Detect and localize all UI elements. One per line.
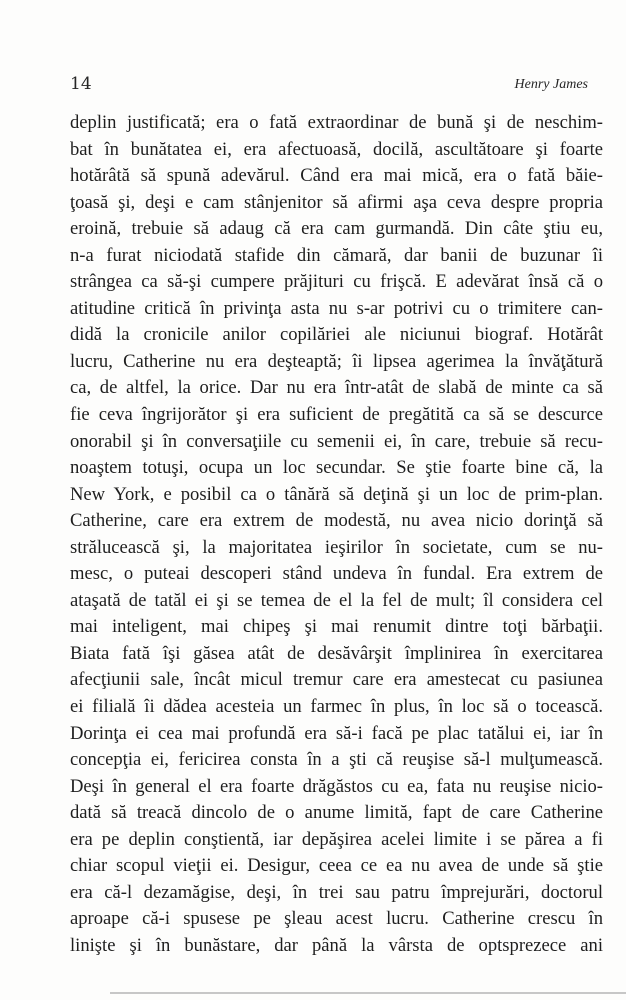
text-line: linişte şi în bunăstare, dar până la vârsta de optsprezece ani (70, 934, 603, 956)
text-line: atitudine critică în privinţa asta nu s-ar potrivi cu o trimitere can- (70, 297, 603, 319)
text-line: ei filială îi dădea acesteia un farmec în plus, în loc să o tocească. (70, 696, 603, 718)
text-line: bat în bunătatea ei, era afectuoasă, docilă, ascultătoare şi foarte (70, 138, 603, 160)
text-line: strălucească şi, la majoritatea ieşirilor în societate, cum se nu- (70, 536, 603, 558)
page-bottom-edge (110, 992, 626, 994)
text-line: eroină, trebuie să adaug că era cam gurmandă. Din câte ştiu eu, (70, 218, 603, 240)
text-line: onorabil şi în conversaţiile cu semenii ei, în care, trebuie să recu- (70, 430, 603, 452)
text-line: New York, e posibil ca o tânără să deţină şi un loc de prim-plan. (70, 483, 603, 505)
text-line: ataşată de tatăl ei şi se temea de el la fel de mult; îl considera cel (70, 589, 603, 611)
text-line: afecţiunii sale, încât micul tremur care era amestecat cu pasiunea (70, 669, 603, 691)
text-line: Biata fată îşi găsea atât de desăvârşit împlinirea în exercitarea (70, 642, 603, 664)
text-line: era pe deplin conştientă, iar depăşirea acelei limite i se părea a fi (70, 828, 603, 850)
text-line: chiar scopul vieţii ei. Desigur, ceea ce ea nu avea de unde să ştie (70, 855, 603, 877)
page-number: 14 (70, 74, 92, 94)
text-line: fie ceva îngrijorător şi era suficient de pregătită ca să se descurce (70, 404, 603, 426)
text-line: hotărâtă să spună adevărul. Când era mai mică, era o fată băie- (70, 165, 603, 187)
text-line: strângea ca să-şi cumpere prăjituri cu frişcă. E adevărat însă că o (70, 271, 603, 293)
text-line: era că-l dezamăgise, deşi, în trei sau patru împrejurări, doctorul (70, 881, 603, 903)
text-line: Deşi în general el era foarte drăgăstos cu ea, fata nu reuşise nicio- (70, 775, 603, 797)
body-text (70, 110, 603, 960)
text-line: mai inteligent, mai chipeş şi mai renumit dintre toţi bărbaţii. (70, 616, 603, 638)
text-line: concepţia ei, fericirea consta în a şti că reuşise să-l mulţumească. (70, 749, 603, 771)
text-line: Dorinţa ei cea mai profundă era să-i facă pe plac tatălui ei, iar în (70, 722, 603, 744)
text-line: noaştem totuşi, ocupa un loc secundar. Se ştie foarte bine că, la (70, 457, 603, 479)
text-line: dată să treacă dincolo de o anume limită, fapt de care Catherine (70, 802, 603, 824)
text-line: ţoasă şi, deşi e cam stânjenitor să afirmi aşa ceva despre propria (70, 191, 603, 213)
text-line: Catherine, care era extrem de modestă, nu avea nicio dorinţă să (70, 510, 603, 532)
text-line: mesc, o puteai descoperi stând undeva în fundal. Era extrem de (70, 563, 603, 585)
text-line: aproape că-i spusese pe şleau acest lucru. Catherine crescu în (70, 908, 603, 930)
text-line: n-a furat niciodată stafide din cămară, dar banii de buzunar îi (70, 244, 603, 266)
running-head-author: Henry James (514, 77, 588, 92)
text-line: ca, de altfel, la orice. Dar nu era într-atât de slabă de minte ca să (70, 377, 603, 399)
text-line: didă la cronicile anilor copilăriei ale niciunui biograf. Hotărât (70, 324, 603, 346)
text-line: deplin justificată; era o fată extraordinar de bună şi de neschim- (70, 112, 603, 133)
text-line: lucru, Catherine nu era deşteaptă; îi lipsea agerimea la învăţătură (70, 350, 603, 372)
